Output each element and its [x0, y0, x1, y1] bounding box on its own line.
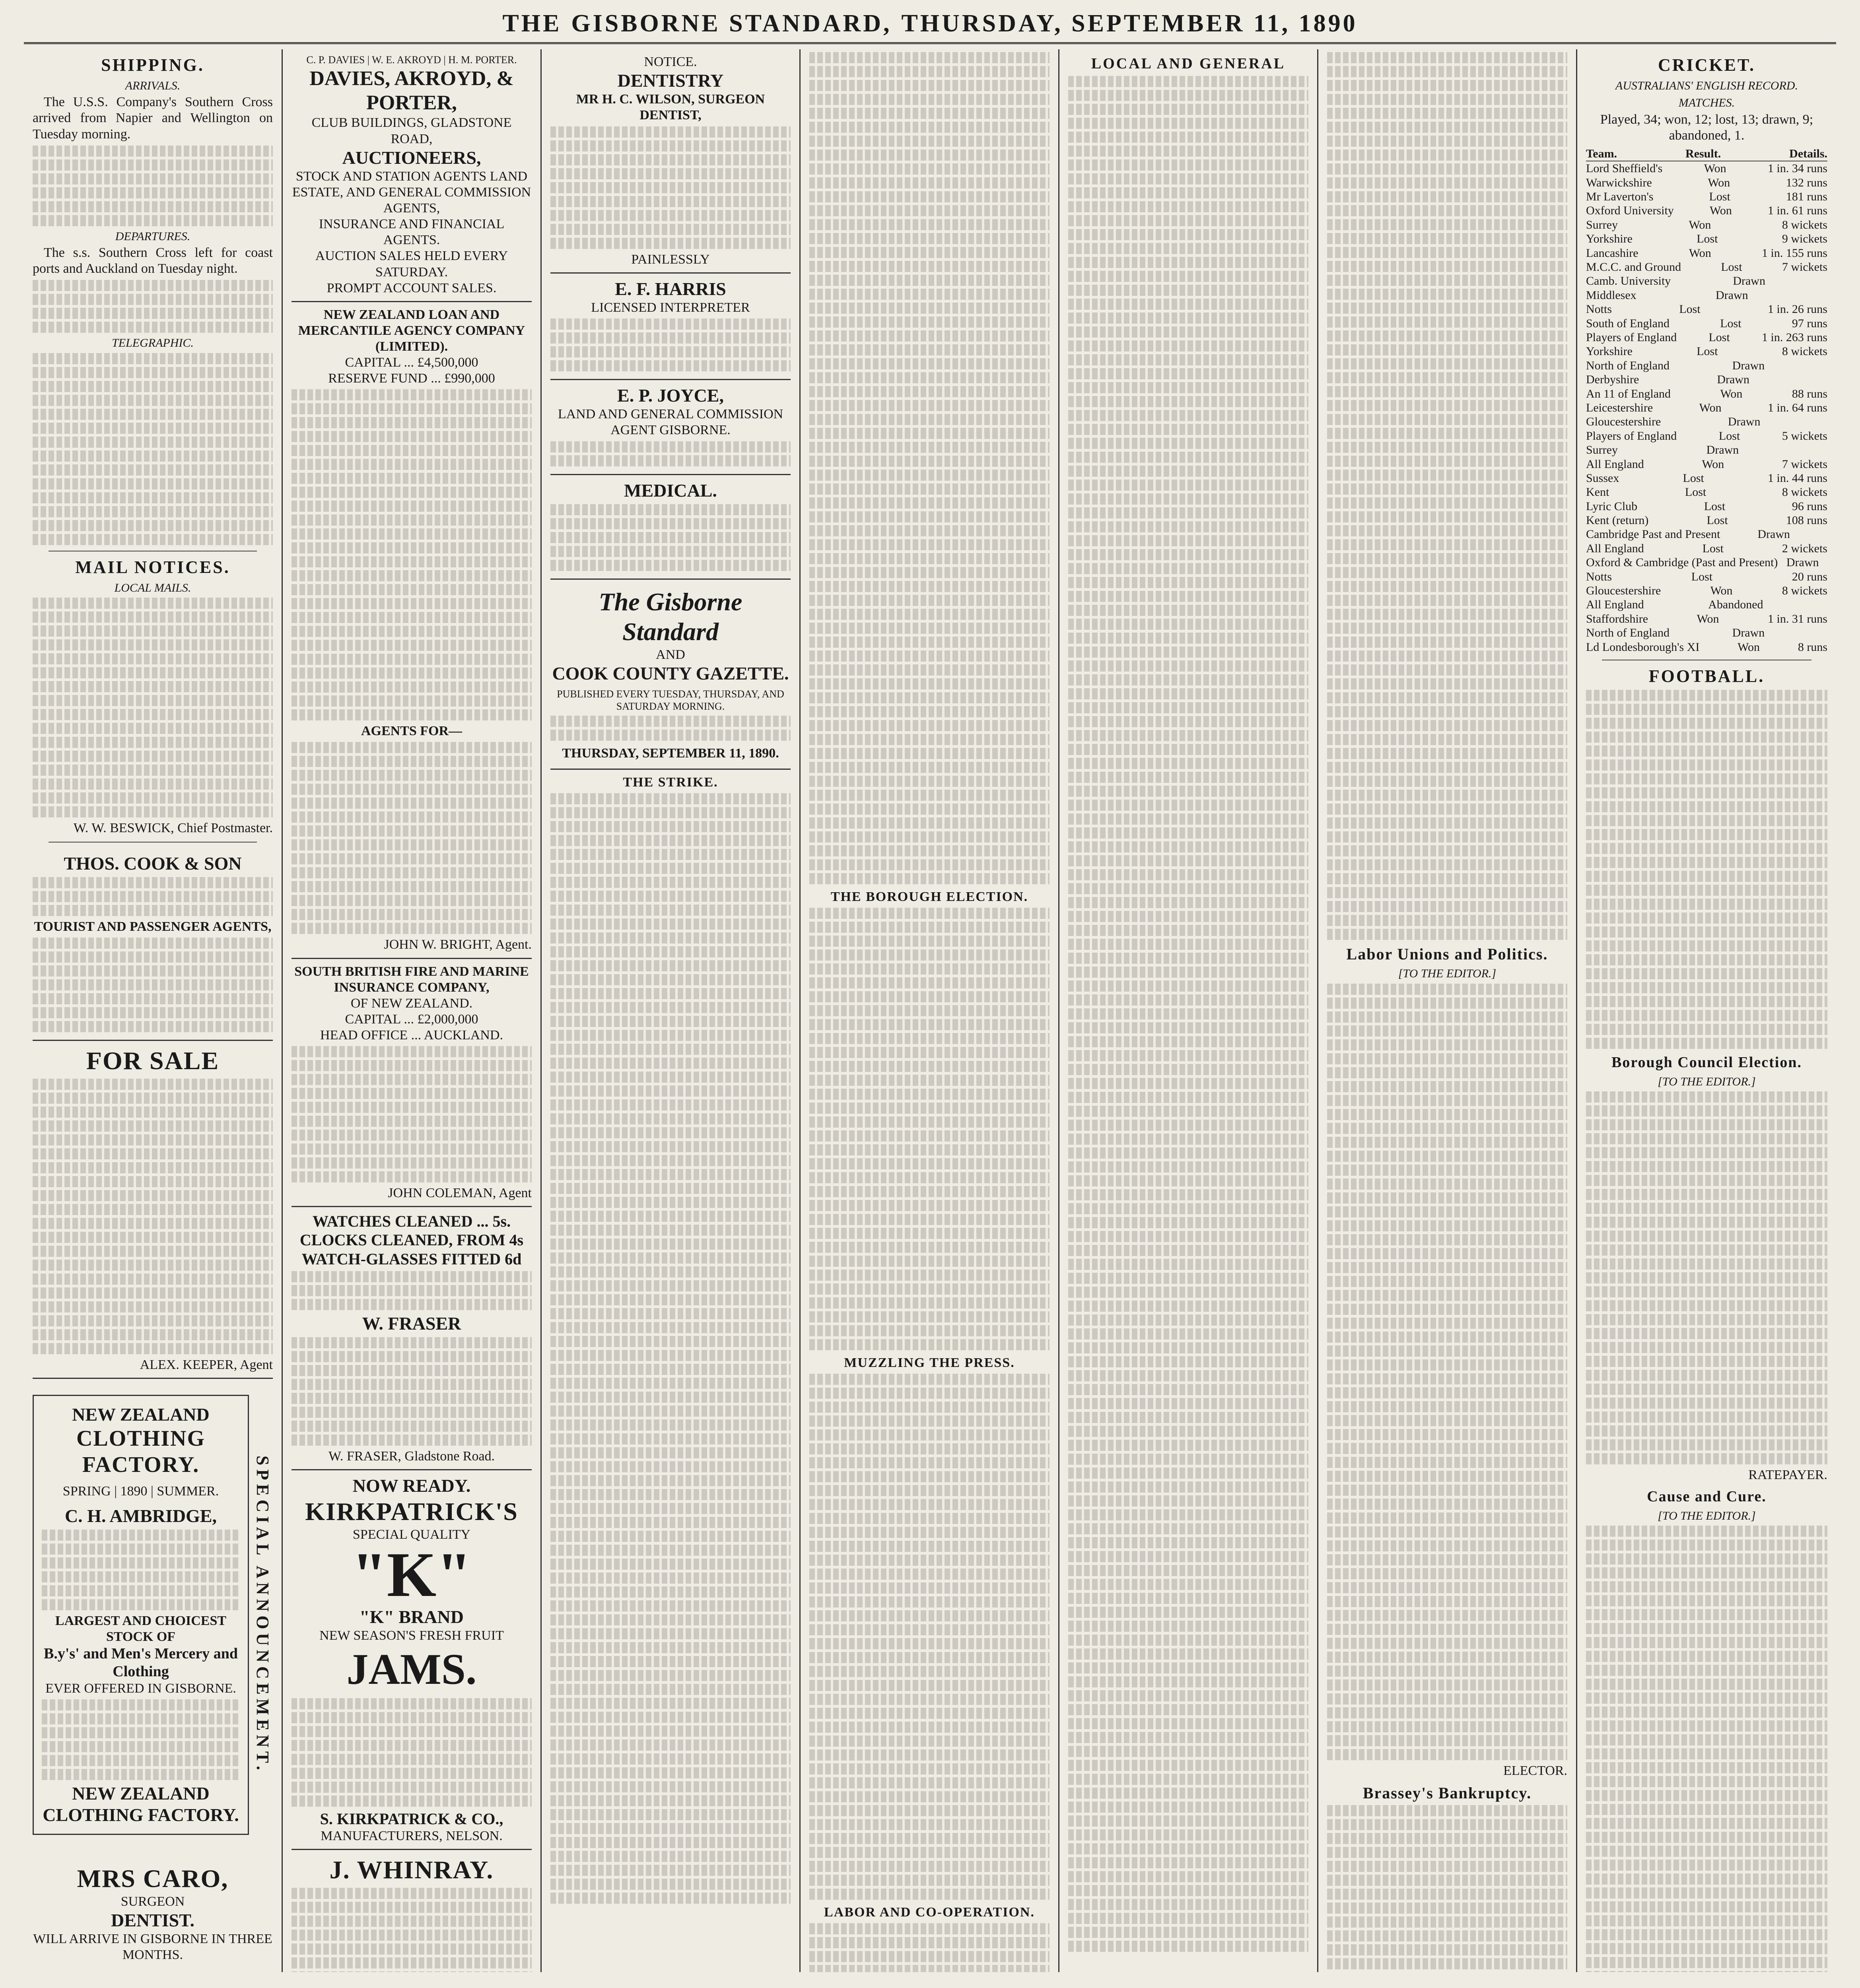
table-row — [1586, 218, 1827, 232]
clothing-footer-2: CLOTHING FACTORY. — [43, 1805, 239, 1825]
cricket-details: 20 runs — [1792, 570, 1827, 583]
clothing-ad — [33, 1395, 273, 1835]
cricket-details: 181 runs — [1786, 190, 1827, 204]
table-row — [1586, 288, 1827, 302]
clothing-title-1: NEW ZEALAND — [72, 1404, 210, 1425]
masthead-left: THE — [502, 10, 562, 37]
nzloan-reserve: RESERVE FUND ... £990,000 — [328, 371, 495, 386]
cricket-details: 2 wickets — [1782, 542, 1827, 555]
forsale-body — [33, 1079, 273, 1354]
firm-partners: C. P. DAVIES | W. E. AKROYD | H. M. PORTER. — [306, 54, 517, 66]
cricket-result: Won — [1699, 401, 1722, 414]
table-row — [1586, 584, 1827, 598]
team-header: Team. — [1586, 147, 1617, 160]
joyce-name: E. P. JOYCE, — [617, 385, 724, 406]
table-row — [1586, 302, 1827, 316]
dentistry-heading: DENTISTRY — [617, 70, 724, 91]
joyce-ad — [550, 380, 791, 475]
table-row — [1586, 626, 1827, 640]
southbritish-body — [292, 1046, 532, 1182]
cricket-team: Leicestershire — [1586, 401, 1653, 414]
local-heading: LOCAL AND GENERAL — [1091, 55, 1286, 72]
cricket-table — [1586, 161, 1827, 654]
labor-unions-heading: Labor Unions and Politics. — [1346, 945, 1548, 963]
cricket-result: Lost — [1708, 330, 1730, 344]
cricket-result: Won — [1709, 204, 1732, 217]
departures-heading: DEPARTURES. — [115, 229, 190, 243]
cricket-team: Notts — [1586, 570, 1612, 583]
clothing-proprietor: C. H. AMBRIDGE, — [64, 1505, 217, 1526]
table-row — [1586, 499, 1827, 513]
cricket-team: Kent (return) — [1586, 514, 1649, 527]
table-row — [1586, 640, 1827, 654]
whinray-body — [292, 1888, 532, 1972]
joyce-body — [550, 441, 791, 466]
cricket-details: 97 runs — [1792, 316, 1827, 330]
cricket-details: 7 wickets — [1782, 457, 1827, 471]
shipping-body — [33, 146, 273, 226]
nzloan-agents-body — [292, 742, 532, 934]
clothing-box — [33, 1395, 249, 1835]
table-row — [1586, 415, 1827, 429]
clothing-offered: EVER OFFERED IN GISBORNE. — [45, 1681, 236, 1696]
labor-body — [809, 1923, 1050, 1972]
kirk-body — [292, 1698, 532, 1807]
cricket-team: Camb. University — [1586, 274, 1671, 288]
paper-dateline: THURSDAY, SEPTEMBER 11, 1890. — [562, 746, 779, 761]
football-body — [1586, 690, 1827, 1049]
departures-body — [33, 280, 273, 333]
mail-signature: W. W. BESWICK, Chief Postmaster. — [73, 820, 273, 835]
labor-unions-to-editor: [TO THE EDITOR.] — [1398, 967, 1497, 980]
cricket-details: 1 in. 61 runs — [1768, 204, 1827, 217]
cricket-team: Lancashire — [1586, 246, 1638, 260]
cricket-details: 8 wickets — [1782, 345, 1827, 358]
borough-council-signature: RATEPAYER. — [1748, 1468, 1827, 1483]
southbritish-signature: JOHN COLEMAN, Agent — [388, 1186, 532, 1201]
cricket-team: South of England — [1586, 316, 1670, 330]
forsale-signature: ALEX. KEEPER, Agent — [140, 1357, 273, 1372]
matches-heading: MATCHES. — [1678, 96, 1735, 110]
table-row — [1586, 570, 1827, 584]
borough-council-heading: Borough Council Election. — [1611, 1054, 1802, 1071]
paper-and: AND — [656, 647, 685, 662]
harris-sub: LICENSED INTERPRETER — [591, 300, 750, 315]
cricket-team: Lord Sheffield's — [1586, 162, 1663, 175]
page-columns — [24, 49, 1836, 1972]
cricket-heading: CRICKET. — [1658, 55, 1756, 75]
cricket-result: Lost — [1720, 316, 1741, 330]
nzloan-body — [292, 389, 532, 720]
cricket-team: All England — [1586, 457, 1644, 471]
watches-body — [292, 1271, 532, 1310]
nzloan-heading: NEW ZEALAND LOAN AND MERCANTILE AGENCY COMPANY (LIMITED). — [298, 307, 525, 354]
cricket-result: Drawn — [1733, 274, 1765, 288]
harris-name: E. F. HARRIS — [615, 278, 726, 299]
muzzling-body — [809, 1374, 1050, 1900]
cricket-result: Won — [1710, 584, 1733, 598]
table-row — [1586, 485, 1827, 499]
borough-council-body — [1586, 1091, 1827, 1464]
column-7 — [1577, 49, 1836, 1972]
medical-body — [550, 504, 791, 571]
labor-heading: LABOR AND CO-OPERATION. — [824, 1905, 1035, 1920]
cricket-result: Lost — [1709, 190, 1730, 204]
harris-body — [550, 318, 791, 371]
cricket-details: 1 in. 263 runs — [1762, 330, 1827, 344]
kirk-name: KIRKPATRICK'S — [305, 1497, 518, 1526]
table-row — [1586, 161, 1827, 175]
cricket-result: Won — [1720, 387, 1743, 400]
table-row — [1586, 429, 1827, 443]
mail-body — [33, 598, 273, 817]
caro-dentist: DENTIST. — [111, 1910, 195, 1930]
table-row — [1586, 260, 1827, 274]
cricket-team: Warwickshire — [1586, 176, 1652, 189]
table-row — [1586, 330, 1827, 344]
cause-heading: Cause and Cure. — [1647, 1488, 1767, 1505]
forsale-heading: FOR SALE — [86, 1046, 220, 1075]
table-row — [1586, 176, 1827, 190]
clothing-season: SPRING | 1890 | SUMMER. — [62, 1484, 219, 1499]
mail-subheading: LOCAL MAILS. — [114, 581, 191, 594]
cricket-result: Lost — [1683, 471, 1704, 485]
arrivals-heading: ARRIVALS. — [125, 79, 181, 92]
cricket-result: Won — [1738, 640, 1760, 654]
southbritish-heading: SOUTH BRITISH FIRE AND MARINE INSURANCE COMPANY, — [294, 964, 529, 995]
cricket-team: An 11 of England — [1586, 387, 1671, 400]
table-row — [1586, 527, 1827, 541]
cricket-team: Kent — [1586, 485, 1609, 499]
labor-unions-body — [1327, 984, 1567, 1760]
southbritish-sub: OF NEW ZEALAND. — [350, 996, 473, 1011]
cricket-team: Notts — [1586, 303, 1612, 316]
cricket-result: Drawn — [1706, 443, 1739, 457]
table-row — [1586, 443, 1827, 457]
joyce-sub: LAND AND GENERAL COMMISSION AGENT GISBORNE. — [558, 407, 783, 438]
cricket-details: 8 wickets — [1782, 584, 1827, 598]
cricket-team: Yorkshire — [1586, 232, 1633, 246]
column-3 — [542, 49, 801, 1972]
kirk-jams: JAMS. — [346, 1645, 477, 1694]
cricket-result: Drawn — [1786, 556, 1819, 569]
masthead-rule — [24, 42, 1836, 44]
masthead-date: THURSDAY, SEPTEMBER 11, 1890 — [901, 10, 1358, 37]
table-row — [1586, 274, 1827, 288]
table-row — [1586, 232, 1827, 246]
special-announcement-label: SPECIAL ANNOUNCEMENT. — [253, 1456, 272, 1774]
brassey-heading: Brassey's Bankruptcy. — [1362, 1784, 1532, 1802]
departures-text: The s.s. Southern Cross left for coast ports and Auckland on Tuesday night. — [33, 245, 273, 276]
paper-motto — [550, 716, 791, 741]
masthead-title: GISBORNE STANDARD, — [571, 10, 892, 37]
forsale-ad — [33, 1041, 273, 1379]
masthead — [24, 10, 1836, 38]
clothing-footer-1: NEW ZEALAND — [72, 1783, 210, 1804]
dentistry-body — [550, 126, 791, 249]
wilson-name: MR H. C. WILSON, SURGEON DENTIST, — [576, 92, 765, 123]
cricket-details: 132 runs — [1786, 176, 1827, 189]
clothing-body-2 — [42, 1699, 240, 1780]
cricket-details: 96 runs — [1792, 499, 1827, 513]
cricket-team: Ld Londesborough's XI — [1586, 640, 1700, 654]
kirkpatrick-ad — [292, 1470, 532, 1850]
cricket-team: All England — [1586, 542, 1644, 555]
watches-line-1: WATCHES CLEANED ... 5s. — [312, 1212, 511, 1231]
local-continued — [1327, 52, 1567, 940]
dentistry-ad — [550, 49, 791, 274]
borough-body — [809, 908, 1050, 1350]
cricket-team: Staffordshire — [1586, 612, 1648, 625]
column-5 — [1059, 49, 1318, 1972]
cause-to-editor: [TO THE EDITOR.] — [1658, 1509, 1756, 1523]
brassey-body — [1327, 1805, 1567, 1972]
telegraphic-body — [33, 353, 273, 545]
column-1 — [24, 49, 283, 1972]
cook-body-2 — [33, 938, 273, 1032]
cricket-result: Drawn — [1757, 528, 1790, 541]
paper-nameplate — [550, 580, 791, 770]
table-row — [1586, 471, 1827, 485]
cricket-result: Drawn — [1717, 373, 1749, 386]
cricket-result: Drawn — [1716, 288, 1748, 302]
cricket-team: Gloucestershire — [1586, 584, 1661, 598]
column-2 — [283, 49, 542, 1972]
cricket-result: Lost — [1685, 485, 1706, 499]
firm-insurance: INSURANCE AND FINANCIAL AGENTS. — [319, 217, 505, 248]
watches-line-3: WATCH-GLASSES FITTED 6d — [301, 1250, 522, 1268]
cricket-team: North of England — [1586, 359, 1670, 372]
firm-stock: STOCK AND STATION AGENTS LAND ESTATE, AND GENERAL COMMISSION AGENTS, — [292, 169, 531, 216]
cricket-details: 5 wickets — [1782, 429, 1827, 443]
whinray-ad — [292, 1850, 532, 1972]
cricket-details: 1 in. 31 runs — [1767, 612, 1827, 625]
firm-name: DAVIES, AKROYD, & PORTER, — [309, 67, 514, 115]
watches-ad — [292, 1207, 532, 1470]
cricket-team: Oxford & Cambridge (Past and Present) — [1586, 556, 1778, 569]
details-header: Details. — [1789, 147, 1827, 160]
southbritish-capital: CAPITAL ... £2,000,000 — [345, 1011, 478, 1027]
clothing-stock: LARGEST AND CHOICEST STOCK OF — [55, 1613, 227, 1644]
caro-surgeon: SURGEON — [121, 1894, 185, 1909]
strike-body — [550, 793, 791, 1904]
cricket-team: M.C.C. and Ground — [1586, 260, 1681, 274]
firm-sales: AUCTION SALES HELD EVERY SATURDAY. — [315, 248, 508, 280]
cook-ad — [33, 848, 273, 1041]
cricket-details: 1 in. 26 runs — [1767, 303, 1827, 316]
nzloan-signature: JOHN W. BRIGHT, Agent. — [384, 937, 532, 952]
column-6 — [1318, 49, 1577, 1972]
local-body — [1068, 76, 1308, 1952]
cricket-result: Lost — [1679, 303, 1701, 316]
cricket-team: Middlesex — [1586, 288, 1636, 302]
southbritish-ad — [292, 959, 532, 1208]
cricket-team: Mr Laverton's — [1586, 190, 1654, 204]
kirk-mfr: MANUFACTURERS, NELSON. — [321, 1829, 503, 1844]
medical-heading: MEDICAL. — [624, 480, 717, 501]
cricket-result: Drawn — [1732, 626, 1765, 640]
cricket-result: Lost — [1697, 232, 1718, 246]
cricket-team: All England — [1586, 598, 1644, 612]
cricket-details: 9 wickets — [1782, 232, 1827, 246]
clothing-title-2: CLOTHING FACTORY. — [76, 1426, 206, 1477]
cricket-result: Won — [1689, 246, 1711, 260]
table-row — [1586, 387, 1827, 401]
cricket-result: Won — [1702, 457, 1724, 471]
strike-heading: THE STRIKE. — [623, 775, 718, 790]
cricket-subheading: AUSTRALIANS' ENGLISH RECORD. — [1615, 79, 1798, 92]
cricket-result: Lost — [1702, 542, 1724, 555]
kirk-special: SPECIAL QUALITY — [352, 1527, 471, 1542]
cricket-team: Players of England — [1586, 330, 1677, 344]
table-row — [1586, 513, 1827, 527]
nzloan-capital: CAPITAL ... £4,500,000 — [345, 355, 478, 370]
nzloan-agents: AGENTS FOR— — [361, 724, 463, 739]
cricket-result: Won — [1697, 612, 1719, 625]
table-row — [1586, 246, 1827, 260]
kirk-brand: "K" BRAND — [360, 1607, 464, 1627]
table-row — [1586, 542, 1827, 555]
cricket-team: Yorkshire — [1586, 345, 1633, 358]
clothing-body — [42, 1530, 240, 1610]
strike-continued — [809, 52, 1050, 884]
cricket-details: 1 in. 34 runs — [1768, 162, 1827, 175]
fraser-body — [292, 1337, 532, 1446]
medical-ad — [550, 475, 791, 580]
clothing-stock-2: B.y's' and Men's Mercery and Clothing — [43, 1645, 238, 1680]
now-ready: NOW READY. — [352, 1475, 471, 1496]
cricket-result: Lost — [1706, 514, 1728, 527]
cricket-table-header — [1586, 147, 1827, 161]
cricket-result: Lost — [1718, 429, 1740, 443]
cricket-details: 1 in. 44 runs — [1767, 471, 1827, 485]
cricket-team: Sussex — [1586, 471, 1619, 485]
result-header: Result. — [1685, 147, 1721, 160]
cricket-details: 1 in. 64 runs — [1767, 401, 1827, 414]
caro-name: MRS CARO, — [77, 1864, 229, 1893]
cricket-team: Lyric Club — [1586, 499, 1638, 513]
firm-prompt: PROMPT ACCOUNT SALES. — [327, 280, 497, 295]
mail-heading: MAIL NOTICES. — [75, 557, 230, 577]
cricket-result: Lost — [1697, 345, 1718, 358]
table-row — [1586, 359, 1827, 373]
fraser-name: W. FRASER — [362, 1313, 461, 1334]
table-row — [1586, 316, 1827, 330]
paper-title: The Gisborne Standard — [599, 587, 742, 646]
table-row — [1586, 190, 1827, 204]
cricket-team: Gloucestershire — [1586, 415, 1661, 429]
cook-body — [33, 877, 273, 916]
nzloan-ad — [292, 302, 532, 959]
cricket-team: Oxford University — [1586, 204, 1674, 217]
cause-body — [1586, 1526, 1827, 1972]
paper-gazette: COOK COUNTY GAZETTE. — [552, 663, 789, 683]
cricket-details: 8 wickets — [1782, 218, 1827, 231]
borough-council-to-editor: [TO THE EDITOR.] — [1658, 1075, 1756, 1088]
cricket-team: Cambridge Past and Present — [1586, 528, 1720, 541]
kirk-k: "K" — [351, 1539, 472, 1610]
cricket-details: 8 runs — [1798, 640, 1827, 654]
cricket-details: 88 runs — [1792, 387, 1827, 400]
table-row — [1586, 612, 1827, 626]
firm-address: CLUB BUILDINGS, GLADSTONE ROAD, — [311, 115, 512, 146]
whinray-name: J. WHINRAY. — [329, 1856, 494, 1884]
cricket-team: North of England — [1586, 626, 1670, 640]
kirk-fruit: NEW SEASON'S FRESH FRUIT — [319, 1628, 504, 1643]
caro-ad — [33, 1859, 273, 1968]
davies-ad — [292, 49, 532, 302]
kirk-company: S. KIRKPATRICK & CO., — [320, 1810, 503, 1828]
cricket-result: Abandoned — [1708, 598, 1763, 612]
fraser-address: W. FRASER, Gladstone Road. — [328, 1449, 495, 1464]
labor-unions-signature: ELECTOR. — [1503, 1763, 1567, 1778]
watches-line-2: CLOCKS CLEANED, FROM 4s — [299, 1231, 524, 1249]
muzzling-heading: MUZZLING THE PRESS. — [844, 1355, 1015, 1371]
table-row — [1586, 401, 1827, 415]
table-row — [1586, 555, 1827, 569]
cricket-team: Players of England — [1586, 429, 1677, 443]
notice-heading: NOTICE. — [644, 54, 697, 69]
borough-heading: THE BOROUGH ELECTION. — [830, 889, 1028, 904]
cricket-result: Lost — [1704, 499, 1726, 513]
table-row — [1586, 204, 1827, 217]
firm-auctioneers: AUCTIONEERS, — [342, 147, 481, 168]
telegraphic-heading: TELEGRAPHIC. — [112, 336, 194, 350]
painless: PAINLESSLY — [631, 252, 710, 267]
cricket-result: Won — [1704, 162, 1726, 175]
cricket-team: Derbyshire — [1586, 373, 1639, 386]
cricket-result: Won — [1689, 218, 1711, 231]
divider — [49, 842, 257, 843]
football-heading: FOOTBALL. — [1648, 666, 1765, 686]
table-row — [1586, 598, 1827, 612]
harris-ad — [550, 274, 791, 380]
caro-text: WILL ARRIVE IN GISBORNE IN THREE MONTHS. — [33, 1932, 272, 1963]
cook-heading: THOS. COOK & SON — [64, 853, 242, 874]
southbritish-office: HEAD OFFICE ... AUCKLAND. — [320, 1027, 503, 1043]
cricket-team: Surrey — [1586, 443, 1618, 457]
cricket-team: Surrey — [1586, 218, 1618, 231]
cricket-result: Drawn — [1732, 359, 1765, 372]
shipping-heading: SHIPPING. — [101, 55, 204, 75]
table-row — [1586, 344, 1827, 358]
cook-subheading: TOURIST AND PASSENGER AGENTS, — [34, 919, 272, 934]
table-row — [1586, 457, 1827, 471]
column-4 — [801, 49, 1059, 1972]
cricket-details: 1 in. 155 runs — [1761, 246, 1827, 260]
cricket-details: 8 wickets — [1782, 485, 1827, 499]
cricket-summary: Played, 34; won, 12; lost, 13; drawn, 9; abandoned, 1. — [1600, 112, 1813, 143]
cricket-details: 108 runs — [1786, 514, 1827, 527]
table-row — [1586, 373, 1827, 386]
cricket-result: Drawn — [1728, 415, 1761, 429]
cricket-result: Won — [1708, 176, 1730, 189]
cricket-result: Lost — [1721, 260, 1742, 274]
cricket-details: 7 wickets — [1782, 260, 1827, 274]
arrivals-text: The U.S.S. Company's Southern Cross arrived from Napier and Wellington on Tuesday morning. — [33, 95, 273, 142]
paper-published: PUBLISHED EVERY TUESDAY, THURSDAY, AND SATURDAY MORNING. — [557, 688, 784, 712]
cricket-result: Lost — [1691, 570, 1713, 583]
